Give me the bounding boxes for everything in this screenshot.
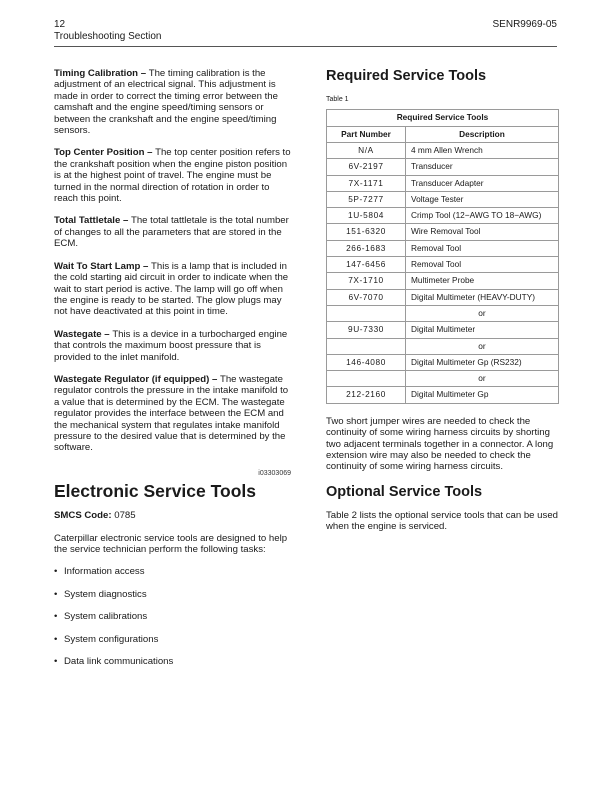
part-number-cell: 6V-2197 [327,159,406,175]
definition-term: Wait To Start Lamp [54,260,141,272]
part-number-cell [327,338,406,354]
description-cell: Digital Multimeter (HEAVY-DUTY) [406,289,559,305]
intro-paragraph: Caterpillar electronic service tools are designed to help the service technician perform the following tasks: [54,532,288,555]
table-row-or [327,305,559,321]
table-row [327,175,559,191]
optional-tools-paragraph: Table 2 lists the optional service tools that can be used when the engine is serviced. [326,509,558,533]
definition-separator: – [140,260,152,272]
description-cell: Removal Tool [406,240,559,256]
description-cell: 4 mm Allen Wrench [406,143,559,159]
definition-text: The wastegate regulator controls the pressure in the intake manifold to a value that is determined by the ECM. The wastegate regulator provides the interface between the ECM and the mechanical system that regulates intake manifold pressure to the desired value that is determined by the software. [54,373,289,454]
table-row-or [327,371,559,387]
table-row [327,289,559,305]
definitions-list [54,68,291,454]
definition-term: Wastegate Regulator (if equipped) [54,373,210,385]
section-title-required-service-tools: Required Service Tools [326,68,487,84]
bullet-icon: • [54,566,58,578]
part-number-cell: 1U-5804 [327,208,406,224]
definition-term: Top Center Position [54,147,145,159]
table-row [327,159,559,175]
task-label: Information access [64,566,145,578]
document-id: i03303069 [258,469,291,477]
definition-term: Total Tattletale [54,215,121,227]
definition-paragraph [54,147,291,204]
smcs-label: SMCS Code: [54,510,112,522]
section-title-electronic-service-tools: Electronic Service Tools [54,481,256,502]
definition-separator: – [209,373,220,385]
section-title-optional-service-tools: Optional Service Tools [326,483,483,500]
definition-text: This is a device in a turbocharged engine that controls the maximum boost pressure that is provided to the inlet manifold. [54,328,288,363]
description-cell: or [406,305,559,321]
table-title: Required Service Tools [327,110,559,126]
document-code: SENR9969-05 [492,19,557,30]
table-caption: Table 1 [326,96,349,103]
definition-term: Wastegate [54,328,102,340]
part-number-cell: 7X-1171 [327,175,406,191]
description-cell: Voltage Tester [406,191,559,207]
part-number-cell [327,305,406,321]
left-column [54,68,291,678]
part-number-cell: 6V-7070 [327,289,406,305]
list-item [54,566,291,577]
definition-paragraph [54,374,291,454]
header-left [54,19,161,43]
description-cell: Digital Multimeter [406,322,559,338]
list-item [54,611,291,622]
definition-separator: – [120,215,131,227]
list-item [54,634,291,645]
part-number-cell: 151-6320 [327,224,406,240]
description-cell: Removal Tool [406,257,559,273]
description-cell: Digital Multimeter Gp (RS232) [406,354,559,370]
task-label: System calibrations [64,611,148,623]
definition-paragraph [54,329,291,363]
column-header-description: Description [406,126,559,142]
definition-separator: – [101,328,113,340]
definition-paragraph [54,68,291,136]
table-row-or [327,338,559,354]
page-number: 12 [54,19,66,30]
bullet-icon: • [54,611,58,623]
table-row [327,387,559,403]
table-row [327,191,559,207]
table-row [327,208,559,224]
column-header-part-number: Part Number [327,126,406,142]
description-cell: Wire Removal Tool [406,224,559,240]
definition-paragraph [54,215,291,249]
description-cell: or [406,371,559,387]
section-name: Troubleshooting Section [54,31,162,42]
task-list [54,566,291,667]
bullet-icon: • [54,588,58,600]
definition-separator: – [144,147,156,159]
description-cell: Multimeter Probe [406,273,559,289]
table-row [327,240,559,256]
table-row [327,143,559,159]
list-item [54,656,291,667]
task-label: System diagnostics [64,588,147,600]
table-row [327,322,559,338]
part-number-cell: N/A [327,143,406,159]
definition-text: The timing calibration is the adjustment of an electrical signal. This adjustment is made in order to correct the timing error between the camshaft and the engine speed/timing sensors or between the crankshaft and the engine speed/timing sensors. [54,68,278,137]
jumper-wires-paragraph: Two short jumper wires are needed to check the continuity of some wiring harness circuits by shorting two adjacent terminals together in a connector. A long extension wire may also be needed to check the continuity of some wiring harness circuits. [326,415,554,473]
definition-text: The total tattletale is the total number of changes to all the parameters that are stored in the ECM. [54,215,289,250]
table-row [327,257,559,273]
table-body [327,143,559,404]
description-cell: Transducer Adapter [406,175,559,191]
part-number-cell: 146-4080 [327,354,406,370]
right-column [326,68,558,544]
smcs-value: 0785 [111,510,136,522]
definition-paragraph [54,261,291,318]
part-number-cell: 212-2160 [327,387,406,403]
part-number-cell: 147-6456 [327,257,406,273]
part-number-cell: 7X-1710 [327,273,406,289]
definition-separator: – [138,68,149,79]
part-number-cell: 5P-7277 [327,191,406,207]
bullet-icon: • [54,633,58,645]
smcs-code [54,510,291,521]
definition-text: The top center position refers to the crankshaft position when the engine piston position is at the highest point of travel. The engine must be turned in the normal direction of rotation in order to reach this point. [54,147,291,205]
table-title-row [327,110,559,126]
description-cell: Transducer [406,159,559,175]
task-label: Data link communications [64,656,174,668]
header-divider [54,46,557,47]
description-cell: Digital Multimeter Gp [406,387,559,403]
table-row [327,273,559,289]
description-cell: or [406,338,559,354]
list-item [54,589,291,600]
definition-text: This is a lamp that is included in the cold starting aid circuit in order to indicate when the wait to start period is active. The lamp will go off when the engine is ready to be started. The glow plugs may not have deactivated at this point in time. [54,260,289,318]
required-tools-table [326,109,559,403]
part-number-cell [327,371,406,387]
part-number-cell: 9U-7330 [327,322,406,338]
table-row [327,354,559,370]
definition-term: Timing Calibration [54,68,139,79]
task-label: System configurations [64,633,159,645]
bullet-icon: • [54,656,58,668]
table-row [327,224,559,240]
table-header-row [327,126,559,142]
description-cell: Crimp Tool (12−AWG TO 18−AWG) [406,208,559,224]
part-number-cell: 266-1683 [327,240,406,256]
